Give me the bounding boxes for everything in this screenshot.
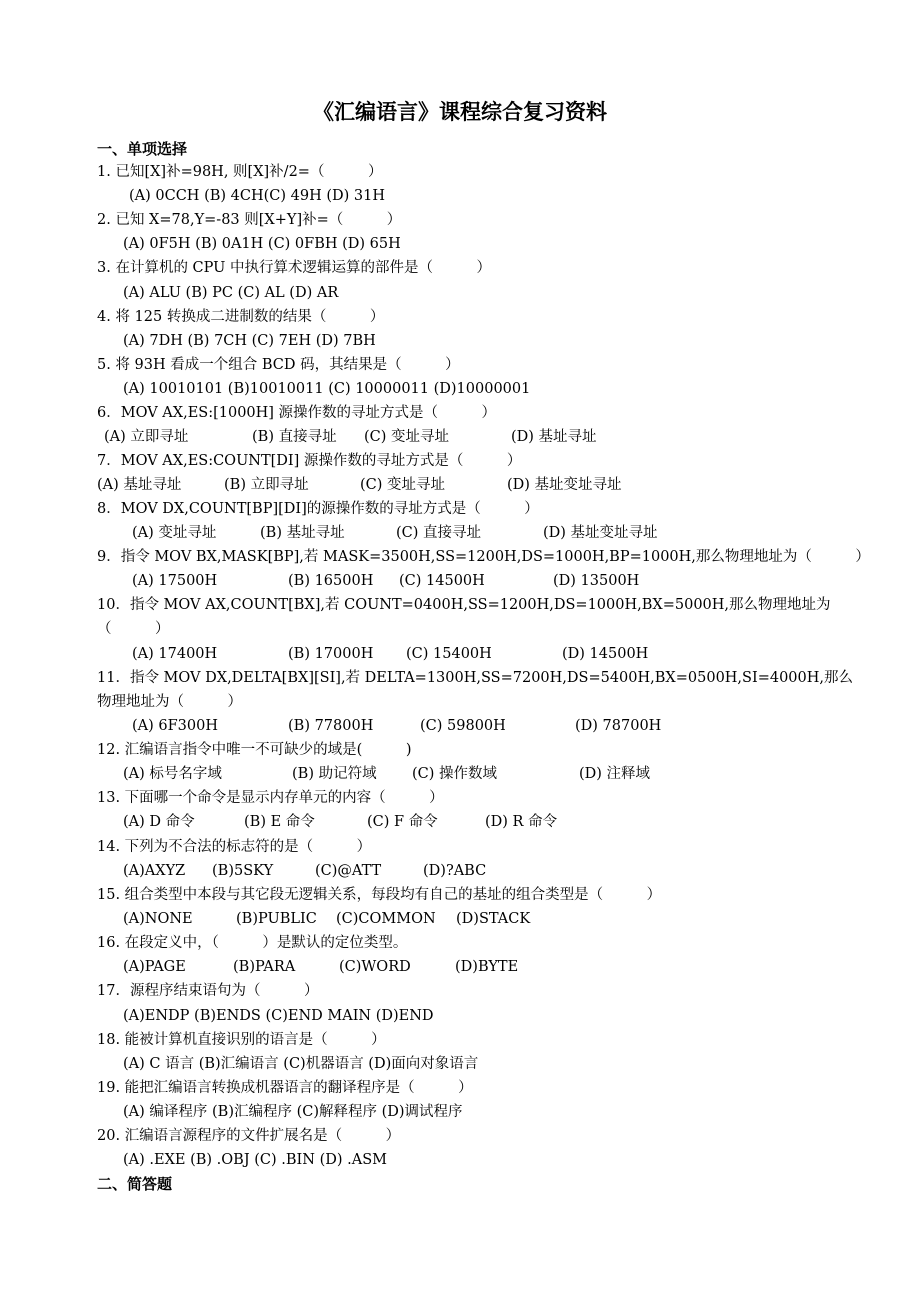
option-d: (D)BYTE [455, 959, 519, 975]
question-9: 9．指令 MOV BX,MASK[BP],若 MASK=3500H,SS=1200H,DS=1000H,BP=1000H,那么物理地址为（ ） [97, 549, 870, 565]
option-b: (B) 17000H [288, 646, 374, 662]
option-row: (A) .EXE (B) .OBJ (C) .BIN (D) .ASM [123, 1152, 387, 1168]
page-title: 《汇编语言》课程综合复习资料 [313, 99, 607, 124]
question-2: 2. 已知 X=78,Y=-83 则[X+Y]补=（ ） [97, 212, 402, 228]
option-row: (A) C 语言 (B)汇编语言 (C)机器语言 (D)面向对象语言 [123, 1056, 479, 1072]
option-d: (D) 基址变址寻址 [507, 477, 622, 493]
option-b: (B) 16500H [288, 573, 374, 589]
question-13: 13. 下面哪一个命令是显示内存单元的内容（ ） [97, 790, 444, 806]
option-c: (C)COMMON [336, 911, 436, 927]
option-b: (B)PUBLIC [236, 911, 317, 927]
option-c: (C) 操作数域 [412, 766, 498, 782]
option-a: (A)NONE [123, 911, 193, 927]
option-a: (A) D 命令 [123, 814, 195, 830]
section-heading-single-choice: 一、单项选择 [97, 140, 188, 158]
option-row: (A) 10010101 (B)10010011 (C) 10000011 (D)10000001 [123, 381, 531, 397]
question-16: 16. 在段定义中，（ ）是默认的定位类型。 [97, 935, 408, 951]
option-c: (C)@ATT [315, 863, 382, 879]
option-d: (D) R 命令 [485, 814, 558, 830]
option-b: (B) 立即寻址 [224, 477, 309, 493]
option-row: (A) 7DH (B) 7CH (C) 7EH (D) 7BH [123, 333, 376, 349]
question-1: 1. 已知[X]补=98H, 则[X]补/2=（ ） [97, 164, 383, 180]
option-d: (D)STACK [456, 911, 531, 927]
option-b: (B) 直接寻址 [252, 429, 337, 445]
option-a: (A)AXYZ [123, 863, 186, 879]
option-b: (B) 基址寻址 [260, 525, 345, 541]
option-row: (A) 0F5H (B) 0A1H (C) 0FBH (D) 65H [123, 236, 401, 252]
question-8: 8．MOV DX,COUNT[BP][DI]的源操作数的寻址方式是（ ） [97, 501, 539, 517]
question-7: 7．MOV AX,ES:COUNT[DI] 源操作数的寻址方式是（ ） [97, 453, 522, 469]
option-a: (A) 基址寻址 [97, 477, 182, 493]
option-a: (A) 17400H [132, 646, 218, 662]
option-b: (B) E 命令 [244, 814, 315, 830]
question-15: 15. 组合类型中本段与其它段无逻辑关系，每段均有自己的基址的组合类型是（ ） [97, 887, 662, 903]
question-14: 14. 下列为不合法的标志符的是（ ） [97, 839, 372, 855]
option-a: (A) 6F300H [132, 718, 219, 734]
question-17: 17．源程序结束语句为（ ） [97, 983, 319, 999]
option-d: (D) 基址寻址 [511, 429, 597, 445]
question-6: 6．MOV AX,ES:[1000H] 源操作数的寻址方式是（ ） [97, 405, 497, 421]
option-d: (D) 78700H [575, 718, 662, 734]
option-d: (D) 注释域 [579, 766, 651, 782]
question-12: 12. 汇编语言指令中唯一不可缺少的域是( ) [97, 742, 412, 758]
option-row: (A) 编译程序 (B)汇编程序 (C)解释程序 (D)调试程序 [123, 1104, 463, 1120]
question-18: 18. 能被计算机直接识别的语言是（ ） [97, 1032, 386, 1048]
option-a: (A)PAGE [123, 959, 186, 975]
question-11-continuation: 物理地址为（ ） [97, 694, 242, 710]
question-19: 19. 能把汇编语言转换成机器语言的翻译程序是（ ） [97, 1080, 473, 1096]
question-10-continuation: （ ） [97, 621, 170, 637]
option-c: (C) F 命令 [367, 814, 438, 830]
option-b: (B)5SKY [212, 863, 274, 879]
question-11: 11．指令 MOV DX,DELTA[BX][SI],若 DELTA=1300H,SS=7200H,DS=5400H,BX=0500H,SI=4000H,那么 [97, 670, 854, 686]
option-c: (C)WORD [339, 959, 411, 975]
option-c: (C) 变址寻址 [360, 477, 446, 493]
option-row: (A) 0CCH (B) 4CH(C) 49H (D) 31H [129, 188, 385, 204]
question-10: 10．指令 MOV AX,COUNT[BX],若 COUNT=0400H,SS=1200H,DS=1000H,BX=5000H,那么物理地址为 [97, 597, 831, 613]
option-d: (D)?ABC [423, 863, 487, 879]
option-d: (D) 基址变址寻址 [543, 525, 658, 541]
option-b: (B) 77800H [288, 718, 374, 734]
question-20: 20. 汇编语言源程序的文件扩展名是（ ） [97, 1128, 401, 1144]
option-b: (B)PARA [233, 959, 296, 975]
question-3: 3. 在计算机的 CPU 中执行算术逻辑运算的部件是（ ） [97, 260, 491, 276]
section-heading-short-answer: 二、简答题 [97, 1175, 173, 1193]
option-d: (D) 14500H [562, 646, 649, 662]
option-c: (C) 直接寻址 [396, 525, 482, 541]
option-a: (A) 17500H [132, 573, 218, 589]
question-5: 5. 将 93H 看成一个组合 BCD 码，其结果是（ ） [97, 357, 460, 373]
option-c: (C) 15400H [406, 646, 492, 662]
option-c: (C) 59800H [420, 718, 506, 734]
option-a: (A) 立即寻址 [104, 429, 189, 445]
option-c: (C) 14500H [399, 573, 485, 589]
option-b: (B) 助记符域 [292, 766, 377, 782]
option-row: (A)ENDP (B)ENDS (C)END MAIN (D)END [123, 1008, 434, 1024]
question-4: 4. 将 125 转换成二进制数的结果（ ） [97, 309, 385, 325]
option-a: (A) 标号名字域 [123, 766, 222, 782]
option-a: (A) 变址寻址 [132, 525, 217, 541]
option-c: (C) 变址寻址 [364, 429, 450, 445]
option-d: (D) 13500H [553, 573, 640, 589]
option-row: (A) ALU (B) PC (C) AL (D) AR [123, 285, 339, 301]
